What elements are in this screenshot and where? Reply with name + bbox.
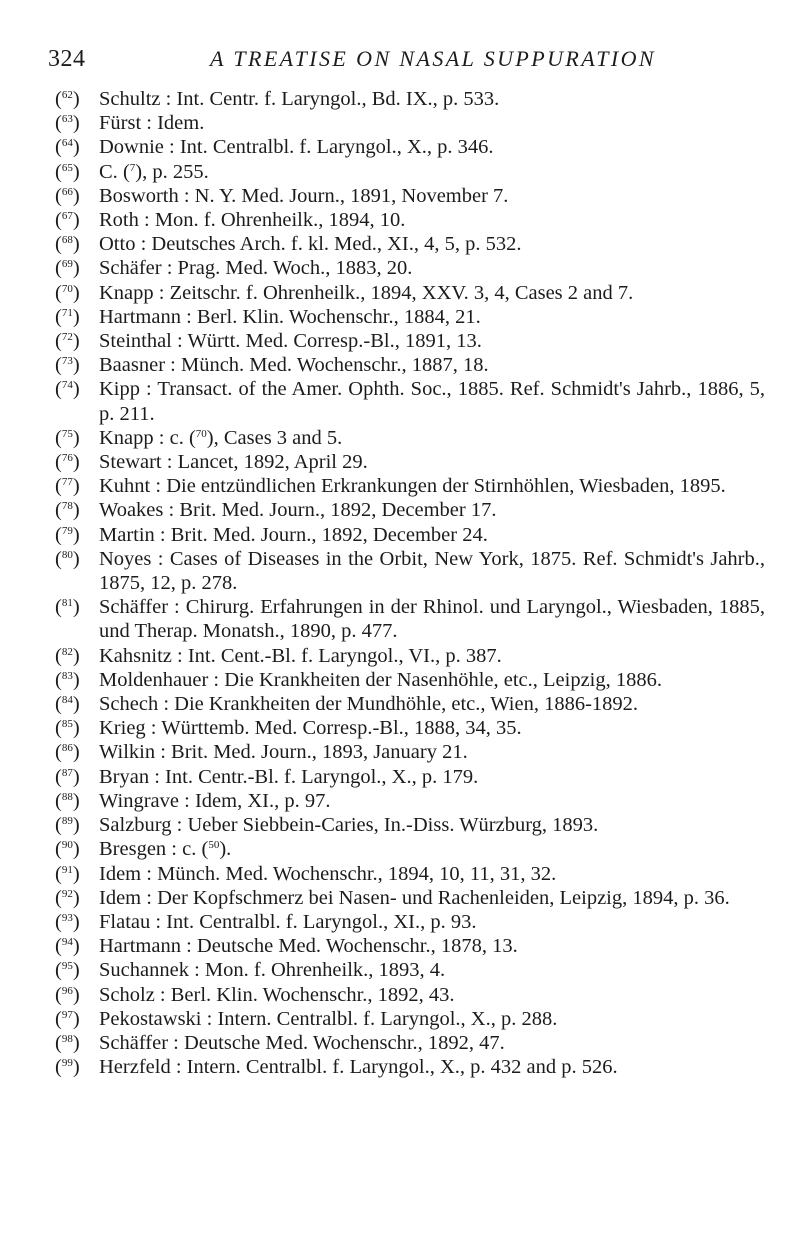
reference-number: ($^{64}$) [55,136,80,159]
reference-entry [55,160,765,184]
reference-text: Noyes : Cases of Diseases in the Orbit, New York, 1875. Ref. Schmidt's Jahrb., 1875, 12, p. 278. [99,547,765,595]
reference-text: Stewart : Lancet, 1892, April 29. [99,451,368,474]
reference-number: ($^{90}$) [55,838,80,861]
reference-entry [55,184,765,208]
reference-entry [55,958,765,982]
reference-number: ($^{97}$) [55,1007,80,1030]
reference-number: ($^{77}$) [55,475,80,498]
reference-entry [55,813,765,837]
reference-text: Pekostawski : Intern. Centralbl. f. Laryngol., X., p. 288. [99,1007,558,1030]
reference-entry [55,1031,765,1055]
reference-text: Schech : Die Krankheiten der Mundhöhle, etc., Wien, 1886-1892. [99,693,639,716]
reference-number: ($^{76}$) [55,451,80,474]
reference-number: ($^{79}$) [55,523,80,546]
reference-text: Knapp : c. ($^{70}$), Cases 3 and 5. [99,426,343,449]
reference-entry [55,692,765,716]
reference-number: ($^{73}$) [55,354,80,377]
reference-text: Flatau : Int. Centralbl. f. Laryngol., XI., p. 93. [99,910,477,933]
reference-number: ($^{93}$) [55,910,80,933]
reference-entry [55,135,765,159]
reference-number: ($^{82}$) [55,644,80,667]
reference-number: ($^{81}$) [55,596,80,619]
reference-number: ($^{91}$) [55,862,80,885]
reference-number: ($^{74}$) [55,378,80,401]
reference-text: Woakes : Brit. Med. Journ., 1892, December 17. [99,499,497,522]
reference-entry [55,983,765,1007]
reference-entry [55,256,765,280]
reference-text: Scholz : Berl. Klin. Wochenschr., 1892, 43. [99,983,455,1006]
reference-number: ($^{96}$) [55,983,80,1006]
reference-text: Suchannek : Mon. f. Ohrenheilk., 1893, 4. [99,959,446,982]
reference-text: Bryan : Int. Centr.-Bl. f. Laryngol., X., p. 179. [99,765,479,788]
reference-number: ($^{67}$) [55,209,80,232]
reference-entry [55,886,765,910]
reference-entry [55,329,765,353]
reference-entry [55,765,765,789]
reference-text: Roth : Mon. f. Ohrenheilk., 1894, 10. [99,209,406,232]
page-header [0,46,800,76]
reference-text: Bresgen : c. ($^{50}$). [99,838,232,861]
reference-entry [55,208,765,232]
reference-number: ($^{95}$) [55,959,80,982]
reference-number: ($^{89}$) [55,814,80,837]
reference-text: Moldenhauer : Die Krankheiten der Nasenhöhle, etc., Leipzig, 1886. [99,668,662,691]
reference-entry [55,789,765,813]
reference-entry [55,281,765,305]
reference-number: ($^{66}$) [55,184,80,207]
reference-number: ($^{75}$) [55,426,80,449]
reference-text: Fürst : Idem. [99,112,205,135]
reference-entry [55,523,765,547]
reference-text: Steinthal : Württ. Med. Corresp.-Bl., 1891, 13. [99,330,482,353]
reference-text: Baasner : Münch. Med. Wochenschr., 1887, 18. [99,354,489,377]
reference-entry [55,910,765,934]
reference-entry [55,862,765,886]
reference-text: Kuhnt : Die entzündlichen Erkrankungen der Stirnhöhlen, Wiesbaden, 1895. [99,475,726,498]
reference-entry [55,377,765,425]
reference-entry [55,716,765,740]
reference-text: Schäffer : Chirurg. Erfahrungen in der Rhinol. und Laryngol., Wiesbaden, 1885, und Therap. Monatsh., 1890, p. 477. [99,596,765,643]
reference-text: Downie : Int. Centralbl. f. Laryngol., X., p. 346. [99,136,494,159]
reference-number: ($^{62}$) [55,88,80,110]
reference-number: ($^{83}$) [55,668,80,691]
reference-entry [55,111,765,135]
reference-entry [55,450,765,474]
reference-text: Herzfeld : Intern. Centralbl. f. Laryngol., X., p. 432 and p. 526. [99,1056,618,1079]
reference-entry [55,668,765,692]
reference-entry [55,305,765,329]
reference-text: Wingrave : Idem, XI., p. 97. [99,789,331,812]
reference-entry [55,498,765,522]
reference-entry [55,1007,765,1031]
reference-entry [55,232,765,256]
reference-text: C. ($^7$), p. 255. [99,160,209,183]
reference-number: ($^{99}$) [55,1056,80,1079]
reference-text: Kahsnitz : Int. Cent.-Bl. f. Laryngol., VI., p. 387. [99,644,502,667]
reference-text: Kipp : Transact. of the Amer. Ophth. Soc., 1885. Ref. Schmidt's Jahrb., 1886, 5, p. 211. [99,378,765,425]
reference-entry [55,474,765,498]
reference-number: ($^{68}$) [55,233,80,256]
reference-number: ($^{92}$) [55,886,80,909]
page-number: 324 [48,46,86,72]
reference-number: ($^{98}$) [55,1031,80,1054]
reference-entry [55,87,765,111]
reference-text: Martin : Brit. Med. Journ., 1892, December 24. [99,523,488,546]
reference-text: Hartmann : Deutsche Med. Wochenschr., 1878, 13. [99,935,518,958]
reference-text: Schäfer : Prag. Med. Woch., 1883, 20. [99,257,413,280]
reference-entry [55,353,765,377]
reference-number: ($^{71}$) [55,305,80,328]
reference-number: ($^{70}$) [55,281,80,304]
reference-number: ($^{88}$) [55,789,80,812]
reference-text: Schäffer : Deutsche Med. Wochenschr., 1892, 47. [99,1031,505,1054]
reference-entry [55,1055,765,1079]
reference-entry [55,740,765,764]
running-title: A TREATISE ON NASAL SUPPURATION [210,46,656,71]
reference-text: Bosworth : N. Y. Med. Journ., 1891, November 7. [99,184,509,207]
reference-text: Schultz : Int. Centr. f. Laryngol., Bd. IX., p. 533. [99,88,500,110]
reference-entry [55,595,765,643]
reference-entry [55,837,765,861]
reference-text: Idem : Münch. Med. Wochenschr., 1894, 10, 11, 31, 32. [99,862,557,885]
reference-number: ($^{69}$) [55,257,80,280]
reference-entry [55,426,765,450]
reference-number: ($^{86}$) [55,741,80,764]
reference-entry [55,547,765,595]
reference-entry [55,934,765,958]
reference-entry [55,644,765,668]
reference-text: Salzburg : Ueber Siebbein-Caries, In.-Diss. Würzburg, 1893. [99,814,599,837]
reference-text: Wilkin : Brit. Med. Journ., 1893, January 21. [99,741,468,764]
reference-number: ($^{94}$) [55,935,80,958]
reference-text: Knapp : Zeitschr. f. Ohrenheilk., 1894, XXV. 3, 4, Cases 2 and 7. [99,281,634,304]
reference-text: Otto : Deutsches Arch. f. kl. Med., XI., 4, 5, p. 532. [99,233,522,256]
reference-number: ($^{80}$) [55,547,80,570]
reference-text: Hartmann : Berl. Klin. Wochenschr., 1884, 21. [99,305,481,328]
reference-text: Idem : Der Kopfschmerz bei Nasen- und Rachenleiden, Leipzig, 1894, p. 36. [99,886,730,909]
reference-number: ($^{63}$) [55,112,80,135]
reference-number: ($^{65}$) [55,160,80,183]
reference-number: ($^{72}$) [55,330,80,353]
reference-number: ($^{78}$) [55,499,80,522]
reference-number: ($^{84}$) [55,693,80,716]
reference-list [55,87,765,1079]
reference-number: ($^{85}$) [55,717,80,740]
reference-text: Krieg : Württemb. Med. Corresp.-Bl., 1888, 34, 35. [99,717,522,740]
reference-number: ($^{87}$) [55,765,80,788]
